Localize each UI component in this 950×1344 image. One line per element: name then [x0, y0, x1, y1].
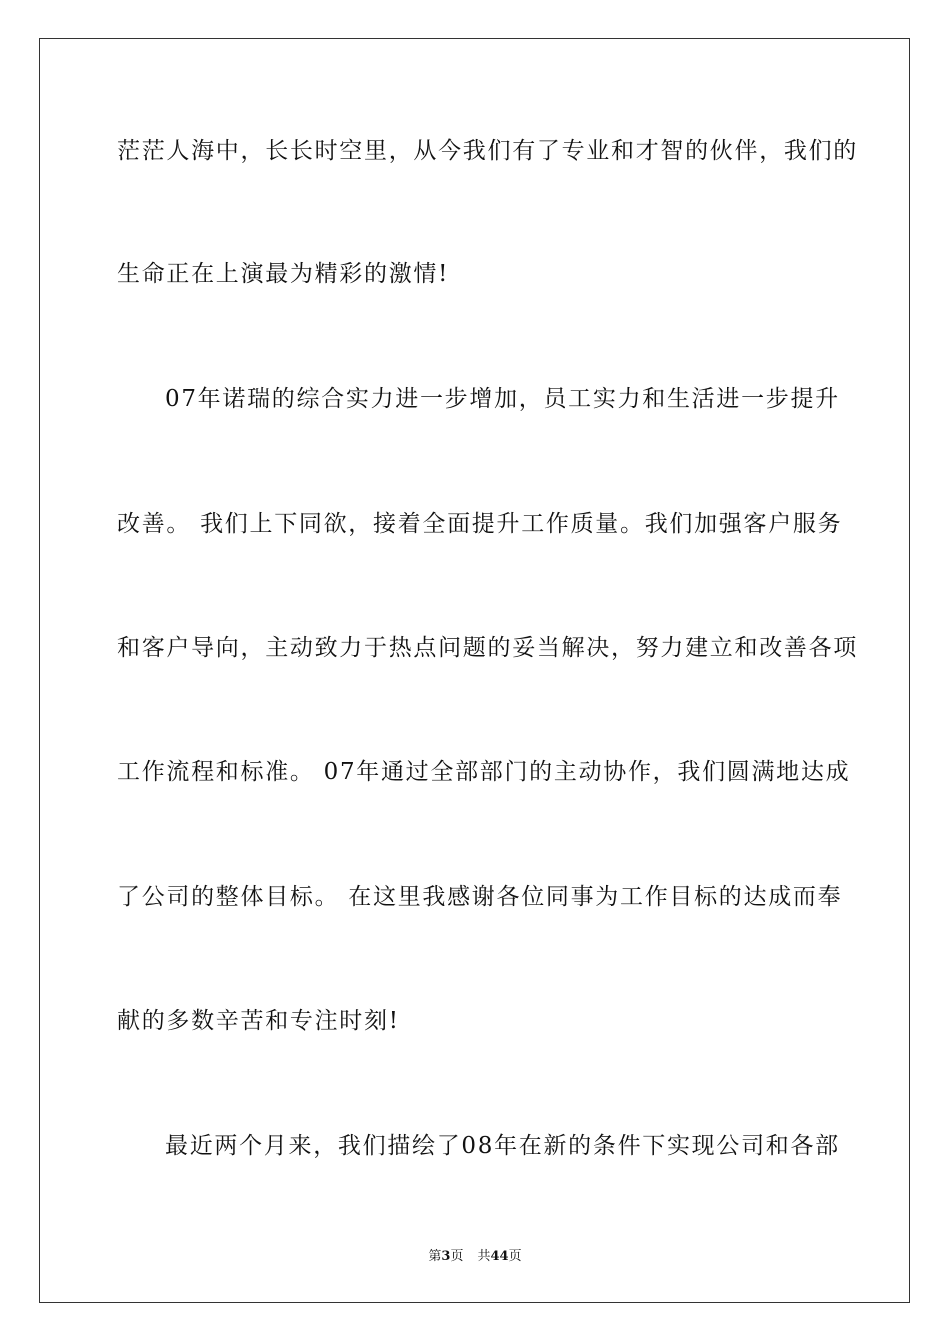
total-pages-indicator — [477, 1248, 521, 1266]
paragraph-start-line: 07年诺瑞的综合实力进一步增加，员工实力和生活进一步提升 — [165, 386, 840, 412]
page-number: 3 — [441, 1249, 451, 1264]
paragraph-start-line: 最近两个月来，我们描绘了08年在新的条件下实现公司和各部 — [165, 1133, 840, 1159]
page-suffix: 页 — [450, 1249, 464, 1264]
page-footer — [0, 1248, 950, 1266]
page-indicator — [428, 1248, 463, 1266]
text-line: 改善。 我们上下同欲，接着全面提升工作质量。我们加强客户服务 — [117, 511, 843, 537]
text-line: 工作流程和标准。 07年通过全部部门的主动协作，我们圆满地达成 — [117, 759, 851, 785]
page-prefix: 第 — [428, 1249, 442, 1264]
text-line: 了公司的整体目标。 在这里我感谢各位同事为工作目标的达成而奉 — [117, 884, 843, 910]
total-suffix: 页 — [508, 1249, 522, 1264]
text-line: 和客户导向，主动致力于热点问题的妥当解决，努力建立和改善各项 — [117, 635, 858, 661]
text-line: 茫茫人海中，长长时空里，从今我们有了专业和才智的伙伴，我们的 — [117, 138, 858, 164]
text-line: 献的多数辛苦和专注时刻! — [117, 1008, 400, 1034]
total-pages: 44 — [490, 1249, 509, 1264]
total-prefix: 共 — [477, 1249, 491, 1264]
text-line: 生命正在上演最为精彩的激情! — [117, 261, 450, 287]
